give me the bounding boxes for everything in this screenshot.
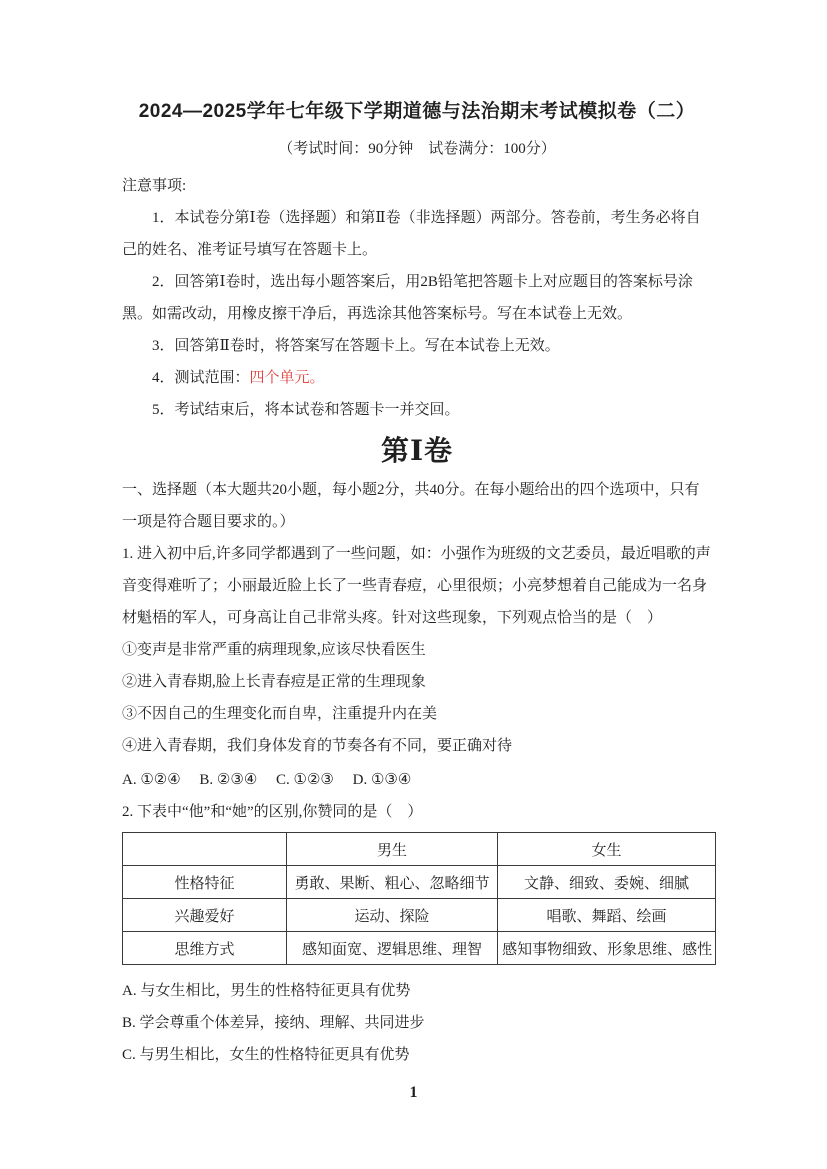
table-cell-boys: 勇敢、果断、粗心、忽略细节: [287, 866, 498, 899]
table-cell-boys: 感知面宽、逻辑思维、理智: [287, 932, 498, 965]
table-cell-label: 性格特征: [123, 866, 287, 899]
part-1-heading: 第Ⅰ卷: [380, 436, 454, 467]
question-2-option-c: C. 与男生相比，女生的性格特征更具有优势: [122, 1047, 410, 1063]
notice-item-2: 2．回答第Ⅰ卷时，选出每小题答案后，用2B铅笔把答题卡上对应题目的答案标号涂黑。如需改动，用橡皮擦干净后，再选涂其他答案标号。写在本试卷上无效。: [122, 274, 693, 322]
table-row-thinking: [123, 932, 716, 965]
table-row-hobbies: [123, 899, 716, 932]
table-cell-girls: 唱歌、舞蹈、绘画: [498, 899, 716, 932]
notice-item-4: [122, 362, 712, 394]
table-cell-girls: 文静、细致、委婉、细腻: [498, 866, 716, 899]
notice-item-1: 1．本试卷分第Ⅰ卷（选择题）和第Ⅱ卷（非选择题）两部分。答卷前，考生务必将自己的姓名、准考证号填写在答题卡上。: [122, 210, 701, 258]
question-1-stem: 1. 进入初中后,许多同学都遇到了一些问题，如：小强作为班级的文艺委员，最近唱歌的声音变得难听了；小丽最近脸上长了一些青春痘，心里很烦；小亮梦想着自己能成为一名身材魁梧的军人，可身高让自己非常头疼。针对这些现象，下列观点恰当的是（ ）: [122, 546, 711, 626]
notice-item-4-highlight: 四个单元。: [249, 370, 325, 386]
question-1-statement-4: ④进入青春期，我们身体发育的节奏各有不同，要正确对待: [122, 738, 513, 754]
table-header-cell-blank: [123, 833, 287, 866]
exam-title: 2024—2025学年七年级下学期道德与法治期末考试模拟卷（二）: [138, 101, 696, 122]
question-1-statement-1: ①变声是非常严重的病理现象,应该尽快看医生: [122, 642, 426, 658]
section-1-instruction: 一、选择题（本大题共20小题，每小题2分，共40分。在每小题给出的四个选项中，只有一项是符合题目要求的。）: [122, 482, 700, 530]
exam-info-line: （考试时间：90分钟 试卷满分：100分）: [278, 141, 556, 157]
table-cell-label: 兴趣爱好: [123, 899, 287, 932]
notice-item-5: 5．考试结束后，将本试卷和答题卡一并交回。: [152, 402, 460, 418]
question-1-options: A. ①②④ B. ②③④ C. ①②③ D. ①③④: [122, 772, 412, 788]
table-header-cell-boys: 男生: [287, 833, 498, 866]
question-2-stem: 2. 下表中“他”和“她”的区别,你赞同的是（ ）: [122, 804, 423, 820]
question-1-statement-2: ②进入青春期,脸上长青春痘是正常的生理现象: [122, 674, 426, 690]
question-2-option-b: B. 学会尊重个体差异，接纳、理解、共同进步: [122, 1015, 425, 1031]
table-cell-girls: 感知事物细致、形象思维、感性: [498, 932, 716, 965]
page-number: 1: [409, 1084, 418, 1101]
table-header-cell-girls: 女生: [498, 833, 716, 866]
notice-heading: 注意事项:: [122, 178, 187, 194]
question-2-option-a: A. 与女生相比，男生的性格特征更具有优势: [122, 983, 411, 999]
table-cell-label: 思维方式: [123, 932, 287, 965]
table-header-row: [123, 833, 716, 866]
table-cell-boys: 运动、探险: [287, 899, 498, 932]
gender-comparison-table: [122, 832, 716, 965]
notice-item-3: 3．回答第Ⅱ卷时，将答案写在答题卡上。写在本试卷上无效。: [152, 338, 560, 354]
notice-item-4-prefix: 4．测试范围：: [152, 370, 250, 386]
question-1-statement-3: ③不因自己的生理变化而自卑，注重提升内在美: [122, 706, 438, 722]
table-row-personality: [123, 866, 716, 899]
